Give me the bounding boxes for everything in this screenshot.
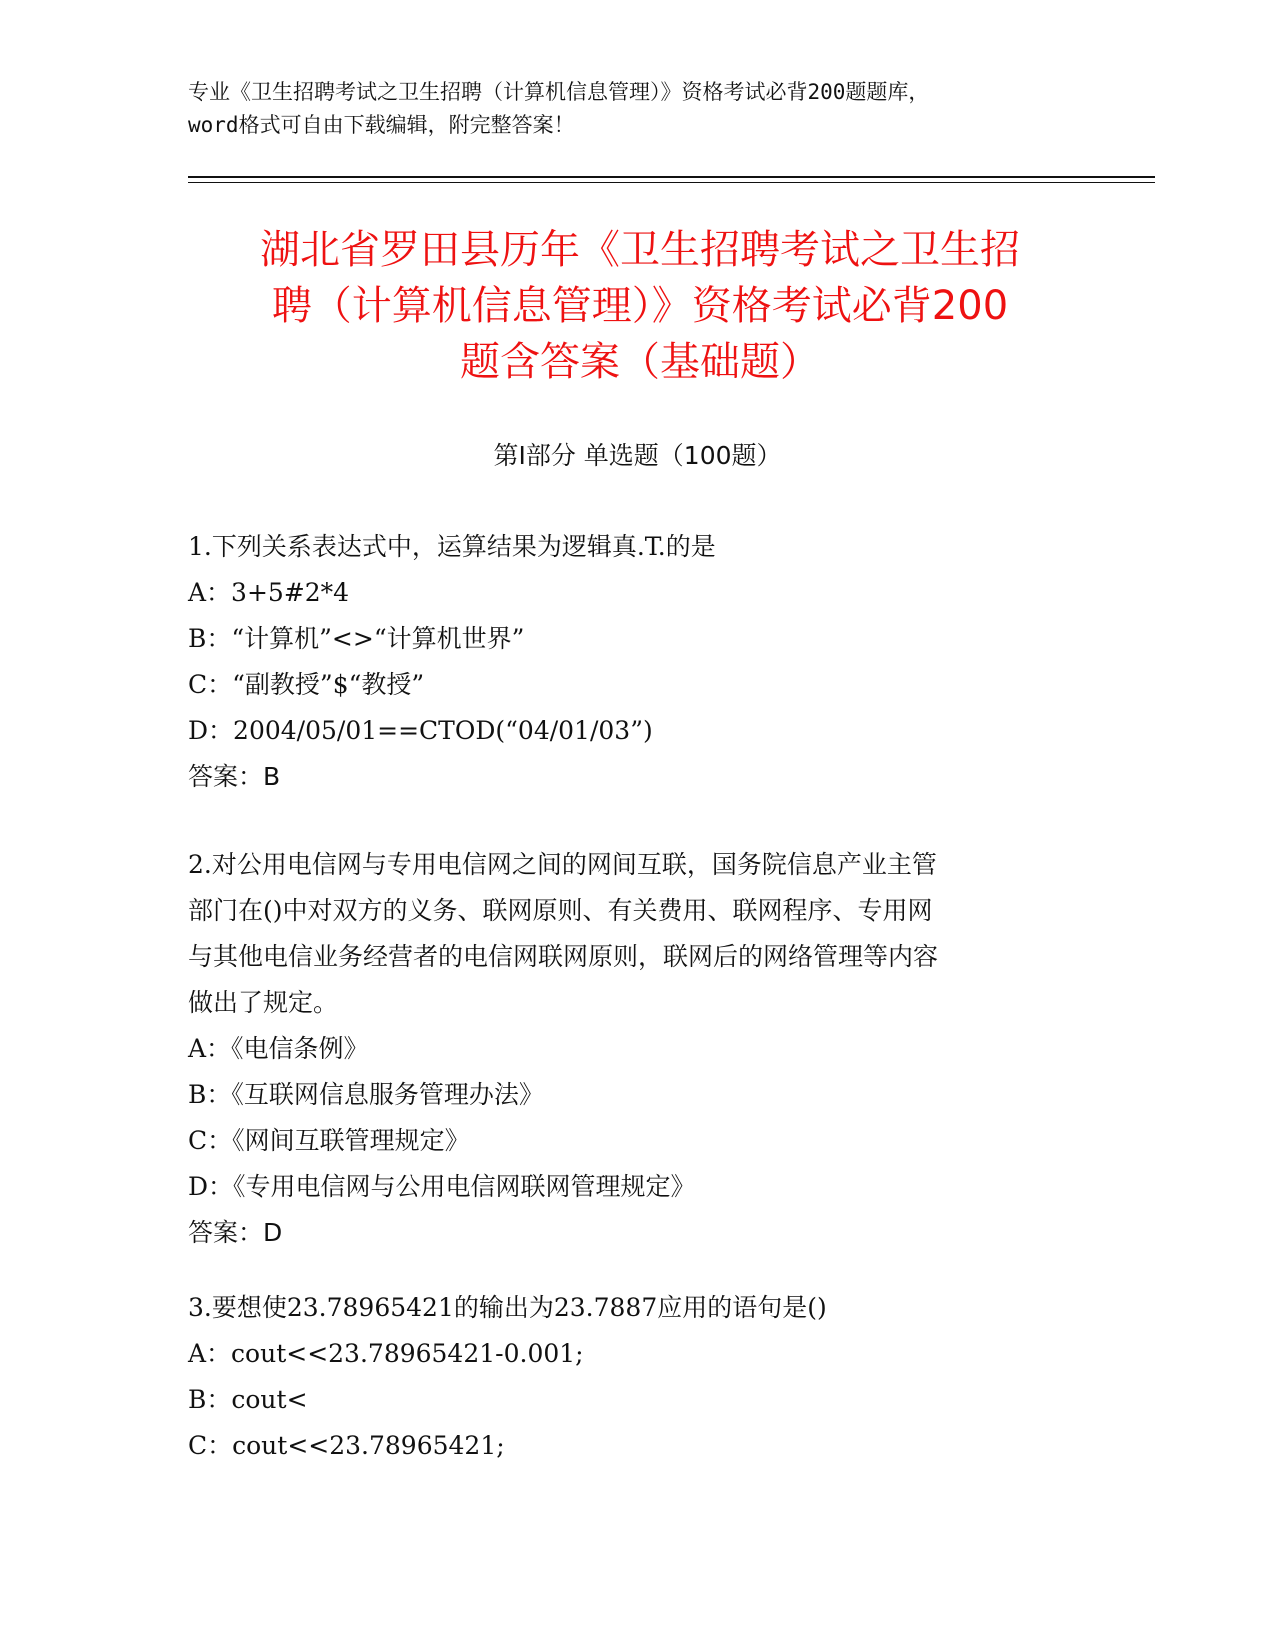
option-b: B：“计算机”<>“计算机世界” xyxy=(188,624,525,653)
header-line-2: word格式可自由下载编辑，附完整答案！ xyxy=(188,113,575,137)
option-a: A：《电信条例》 xyxy=(188,1034,369,1063)
answer: 答案：B xyxy=(188,762,281,791)
option-b: B：《互联网信息服务管理办法》 xyxy=(188,1080,544,1109)
option-c: C：cout<<23.78965421; xyxy=(188,1431,505,1460)
option-d: D：《专用电信网与公用电信网联网管理规定》 xyxy=(188,1172,696,1201)
title-line-2: 聘（计算机信息管理）》资格考试必背200 xyxy=(271,283,1009,329)
question-2 xyxy=(188,842,1088,1256)
title-line-1: 湖北省罗田县历年《卫生招聘考试之卫生招 xyxy=(260,227,1020,273)
option-c: C：《网间互联管理规定》 xyxy=(188,1126,470,1155)
question-stem-line-2: 部门在()中对双方的义务、联网原则、有关费用、联网程序、专用网 xyxy=(188,896,933,925)
header-divider-thin xyxy=(188,182,1155,183)
option-b: B：cout< xyxy=(188,1385,308,1414)
option-c: C：“副教授”$“教授” xyxy=(188,670,425,699)
option-a: A：3+5#2*4 xyxy=(188,578,350,607)
question-stem-line-3: 与其他电信业务经营者的电信网联网原则，联网后的网络管理等内容 xyxy=(188,942,939,971)
question-stem: 1.下列关系表达式中，运算结果为逻辑真.T.的是 xyxy=(188,532,716,561)
question-3 xyxy=(188,1285,1088,1469)
header-line-1: 专业《卫生招聘考试之卫生招聘（计算机信息管理）》资格考试必背200题题库， xyxy=(188,80,930,104)
question-stem: 3.要想使23.78965421的输出为23.7887应用的语句是() xyxy=(188,1293,827,1322)
question-1 xyxy=(188,524,1088,800)
question-stem-line-4: 做出了规定。 xyxy=(188,988,339,1017)
document-title xyxy=(140,222,1140,390)
question-stem-line-1: 2.对公用电信网与专用电信网之间的网间互联，国务院信息产业主管 xyxy=(188,850,937,879)
header-intro xyxy=(188,76,1088,142)
title-line-3: 题含答案（基础题） xyxy=(460,339,820,385)
answer: 答案：D xyxy=(188,1218,283,1247)
header-divider-thick xyxy=(188,176,1155,178)
section-title: 第Ⅰ部分 单选题（100题） xyxy=(493,441,782,470)
option-a: A：cout<<23.78965421-0.001; xyxy=(188,1339,584,1368)
option-d: D：2004/05/01==CTOD(“04/01/03”) xyxy=(188,716,653,745)
